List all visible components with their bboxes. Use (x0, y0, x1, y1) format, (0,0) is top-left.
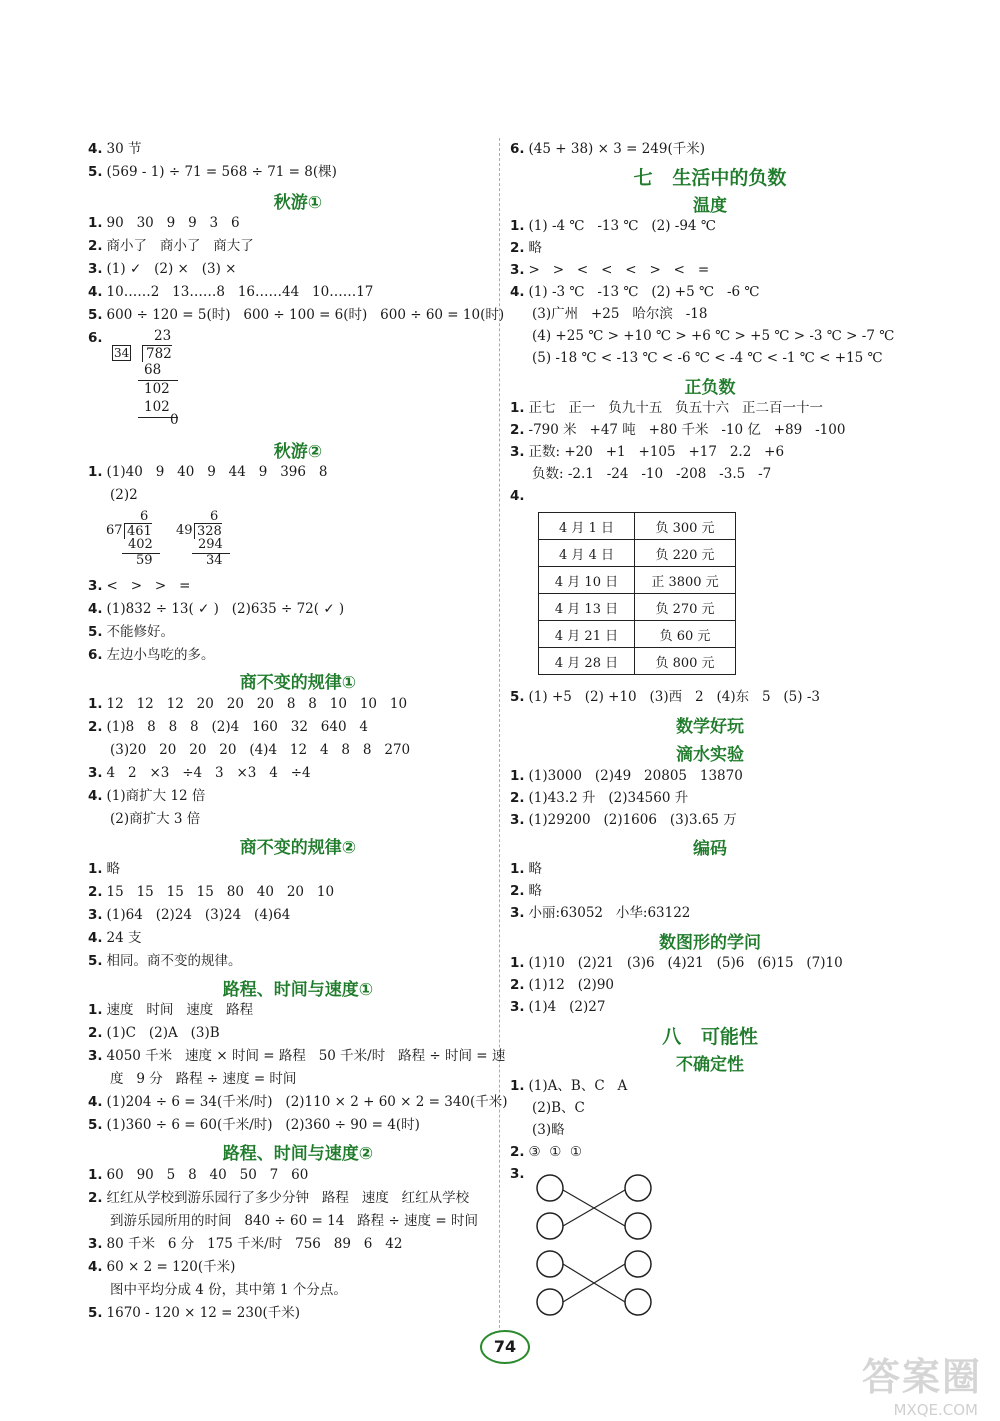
table-row (539, 621, 736, 648)
date-cell: 4 月 21 日 (539, 621, 635, 648)
answer-line (510, 443, 784, 461)
item-text: 15 15 15 15 80 40 20 10 (106, 884, 335, 900)
answer-line (88, 1166, 308, 1184)
answer-line (88, 883, 334, 901)
item-number: 1. (510, 1078, 525, 1094)
date-cell: 4 月 10 日 (539, 567, 635, 594)
item-text: (5) -18 ℃ < -13 ℃ < -6 ℃ < -4 ℃ < -1 ℃ < +15 ℃ (532, 350, 883, 366)
item-text: 60 90 5 8 40 50 7 60 (106, 1167, 309, 1183)
item-text: (2)商扩大 3 倍 (110, 811, 201, 827)
section-heading: 路程、时间与速度① (222, 980, 374, 1000)
section-heading: 商不变的规律② (239, 838, 357, 858)
div2a-rem: 59 (136, 553, 153, 568)
answer-line (528, 349, 883, 367)
item-text: 90 30 9 9 3 6 (106, 215, 240, 231)
answer-line (510, 998, 605, 1016)
item-text: (1)43.2 升 (2)34560 升 (528, 790, 689, 806)
item-text: (2)2 (110, 487, 138, 503)
answer-line (88, 1001, 253, 1019)
item-number: 3. (510, 1166, 525, 1182)
amount-cell: 负 300 元 (635, 513, 736, 540)
section-heading: 秋游② (273, 442, 323, 462)
answer-line (88, 140, 142, 158)
item-number: 6. (510, 141, 525, 157)
div1-rem1: 102 (144, 381, 170, 397)
div2b-dividend: 328 (194, 523, 222, 539)
item-number: 5. (88, 307, 103, 323)
item-text: ③ ① ① (528, 1144, 583, 1160)
div2a-sub: 402 (128, 537, 153, 552)
div2b-divisor: 49 (176, 523, 193, 538)
item-text: (1)12 (2)90 (528, 977, 615, 993)
item-text: (1) +5 (2) +10 (3)西 2 (4)东 5 (5) -3 (528, 689, 820, 705)
answer-line (88, 1116, 420, 1134)
item-text: 80 千米 6 分 175 千米/时 756 89 6 42 (106, 1236, 403, 1252)
table-row (539, 594, 736, 621)
item-text: 30 节 (106, 141, 142, 157)
item-number: 6. (88, 330, 103, 346)
item-text: (1) -3 ℃ -13 ℃ (2) +5 ℃ -6 ℃ (528, 284, 760, 300)
section-heading: 路程、时间与速度② (222, 1144, 374, 1164)
amount-cell: 负 270 元 (635, 594, 736, 621)
answer-line (88, 764, 311, 782)
answer-line (88, 306, 504, 324)
item-text: 略 (528, 883, 543, 899)
watermark-logo: 答案圈 (861, 1355, 982, 1399)
item-number: 4. (88, 141, 103, 157)
answer-line (88, 623, 174, 641)
item-number: 3. (88, 1048, 103, 1064)
section-heading: 正负数 (684, 378, 736, 398)
answer-line (88, 787, 205, 805)
item-number: 4. (88, 1259, 103, 1275)
answer-line (510, 860, 542, 878)
div2b-quotient: 6 (210, 509, 219, 524)
answer-line (88, 860, 120, 878)
answer-line (88, 237, 254, 255)
item-text: 左边小鸟吃的多。 (106, 647, 215, 663)
answer-line (106, 741, 410, 759)
div2a-quotient: 6 (140, 509, 149, 524)
item-text: 4 2 ×3 ÷4 3 ×3 4 ÷4 (106, 765, 311, 781)
item-text: 红红从学校到游乐园行了多少分钟 路程 速度 红红从学校 (106, 1190, 470, 1206)
item-text: 相同。商不变的规律。 (106, 953, 242, 969)
answer-line (528, 1121, 565, 1139)
table-row (539, 567, 736, 594)
answer-line (88, 1258, 235, 1276)
item-number: 5. (88, 1117, 103, 1133)
item-number: 4. (88, 1094, 103, 1110)
section-heading: 温度 (693, 196, 727, 216)
item-text: 4050 千米 速度 × 时间 = 路程 50 千米/时 路程 ÷ 时间 = 速 (106, 1048, 506, 1064)
table-row (539, 648, 736, 675)
item-number: 4. (510, 488, 525, 504)
item-number: 5. (88, 953, 103, 969)
item-text: (3)略 (532, 1122, 565, 1138)
answer-line (88, 718, 368, 736)
item-number: 2. (88, 719, 103, 735)
item-number: 1. (88, 464, 103, 480)
section-heading: 滴水实验 (676, 745, 744, 765)
answer-line (88, 214, 240, 232)
item-text: (1)3000 (2)49 20805 13870 (528, 768, 743, 784)
item-text: (1) -4 ℃ -13 ℃ (2) -94 ℃ (528, 218, 716, 234)
item-number: 1. (88, 1167, 103, 1183)
item-text: 图中平均分成 4 份，其中第 1 个分点。 (110, 1282, 347, 1298)
answer-line (510, 283, 760, 301)
item-number: 2. (510, 790, 525, 806)
answer-line (510, 1165, 529, 1183)
item-text: 24 支 (106, 930, 142, 946)
item-number: 2. (88, 1025, 103, 1041)
div1-rem2: 0 (170, 412, 179, 428)
item-text: (1)C (2)A (3)B (106, 1025, 220, 1041)
item-number: 1. (88, 215, 103, 231)
item-number: 2. (510, 977, 525, 993)
div2a-dividend: 461 (124, 523, 152, 539)
answer-line (88, 1093, 508, 1111)
item-text: (1)204 ÷ 6 = 34(千米/时) (2)110 × 2 + 60 × 2 = 340(千米) (106, 1094, 508, 1110)
item-number: 3. (88, 765, 103, 781)
section-heading: 秋游① (273, 193, 323, 213)
item-text: (1) ✓ (2) × (3) × (106, 261, 237, 277)
div2a-divisor: 67 (106, 523, 123, 538)
item-number: 2. (88, 1190, 103, 1206)
item-number: 2. (510, 1144, 525, 1160)
item-text: -790 米 +47 吨 +80 千米 -10 亿 +89 -100 (528, 422, 846, 438)
item-number: 5. (510, 689, 525, 705)
answer-line (88, 509, 92, 527)
item-text: 12 12 12 20 20 20 8 8 10 10 10 (106, 696, 408, 712)
item-text: 不能修好。 (106, 624, 175, 640)
item-number: 1. (510, 955, 525, 971)
item-number: 3. (510, 905, 525, 921)
answer-line (510, 811, 737, 829)
answer-line (528, 305, 707, 323)
answer-line (88, 906, 290, 924)
item-text: (1)4 (2)27 (528, 999, 606, 1015)
item-text: (1)商扩大 12 倍 (106, 788, 206, 804)
item-number: 2. (510, 422, 525, 438)
answer-line (510, 261, 709, 279)
item-text: (1)832 ÷ 13( ✓ ) (2)635 ÷ 72( ✓ ) (106, 601, 345, 617)
item-number: 4. (88, 601, 103, 617)
item-text: 负数: -2.1 -24 -10 -208 -3.5 -7 (532, 466, 772, 482)
answer-line (88, 329, 107, 347)
item-number: 5. (88, 624, 103, 640)
item-number: 3. (88, 578, 103, 594)
answer-line (88, 929, 142, 947)
item-number: 2. (510, 883, 525, 899)
answer-line (510, 399, 823, 417)
item-number: 1. (88, 861, 103, 877)
answer-line (510, 882, 542, 900)
item-text: 正七 正一 负九十五 负五十六 正二百一十一 (528, 400, 824, 416)
item-number: 5. (88, 1305, 103, 1321)
item-text: 600 ÷ 120 = 5(时) 600 ÷ 100 = 6(时) 600 ÷ 60 = 10(时) (106, 307, 505, 323)
item-text: 正数: +20 +1 +105 +17 2.2 +6 (528, 444, 785, 460)
item-text: (4) +25 ℃ > +10 ℃ > +6 ℃ > +5 ℃ > -3 ℃ > -7 ℃ (532, 328, 895, 344)
item-number: 2. (88, 238, 103, 254)
answer-line (88, 283, 373, 301)
item-number: 1. (510, 861, 525, 877)
answer-line (88, 163, 337, 181)
answer-line (88, 1024, 220, 1042)
item-text: (1)360 ÷ 6 = 60(千米/时) (2)360 ÷ 90 = 4(时) (106, 1117, 420, 1133)
matching-diagram (530, 1168, 660, 1320)
answer-line (528, 465, 771, 483)
answer-line (510, 421, 845, 439)
long-division-2b (176, 509, 246, 569)
amount-cell: 正 3800 元 (635, 567, 736, 594)
answer-line (510, 487, 529, 505)
item-number: 1. (510, 218, 525, 234)
item-text: > > < < < > < = (528, 262, 710, 278)
item-number: 1. (88, 696, 103, 712)
page-number: 74 (480, 1330, 530, 1364)
answer-line (510, 239, 542, 257)
right-circle-3 (625, 1251, 651, 1277)
answer-line (106, 1070, 296, 1088)
amount-cell: 负 800 元 (635, 648, 736, 675)
chapter-heading: 八 可能性 (662, 1026, 758, 1048)
answer-line (88, 260, 236, 278)
div1-sub1: 68 (144, 362, 162, 378)
item-text: (3)20 20 20 20 (4)4 12 4 8 8 270 (110, 742, 411, 758)
date-cell: 4 月 28 日 (539, 648, 635, 675)
item-text: 到游乐园所用的时间 840 ÷ 60 = 14 路程 ÷ 速度 = 时间 (110, 1213, 478, 1229)
div1-divisor: 34 (114, 346, 130, 360)
table-row (539, 540, 736, 567)
date-cell: 4 月 1 日 (539, 513, 635, 540)
item-number: 3. (88, 907, 103, 923)
section-heading: 数图形的学问 (659, 933, 761, 953)
div2b-rem: 34 (206, 553, 223, 568)
item-text: 60 × 2 = 120(千米) (106, 1259, 236, 1275)
answer-line (510, 954, 843, 972)
div1-dividend: 782 (142, 345, 172, 362)
item-text: (1)40 9 40 9 44 9 396 8 (106, 464, 328, 480)
item-number: 4. (88, 788, 103, 804)
answer-line (88, 695, 407, 713)
item-number: 4. (510, 284, 525, 300)
answer-line (510, 140, 705, 158)
chapter-heading: 七 生活中的负数 (633, 167, 787, 189)
item-text: 略 (528, 240, 543, 256)
answer-line (510, 1143, 582, 1161)
amount-cell: 负 60 元 (635, 621, 736, 648)
table-row (539, 513, 736, 540)
item-text: 度 9 分 路程 ÷ 速度 = 时间 (110, 1071, 297, 1087)
item-text: (2)B、C (532, 1100, 585, 1116)
item-text: (1)64 (2)24 (3)24 (4)64 (106, 907, 291, 923)
answer-line (106, 1281, 347, 1299)
item-number: 4. (88, 930, 103, 946)
answer-line (88, 1189, 469, 1207)
answer-line (510, 688, 820, 706)
item-text: (1)10 (2)21 (3)6 (4)21 (5)6 (6)15 (7)10 (528, 955, 843, 971)
section-heading: 编码 (693, 839, 727, 859)
section-heading: 商不变的规律① (239, 673, 357, 693)
item-text: (1)A、B、C A (528, 1078, 628, 1094)
answer-line (106, 1212, 478, 1230)
item-text: 速度 时间 速度 路程 (106, 1002, 254, 1018)
item-number: 3. (88, 1236, 103, 1252)
answer-line (88, 1235, 402, 1253)
item-number: 3. (88, 261, 103, 277)
right-circle-2 (625, 1213, 651, 1239)
left-circle-1 (537, 1175, 563, 1201)
account-table (538, 512, 736, 675)
item-text: (3)广州 +25 哈尔滨 -18 (532, 306, 708, 322)
div1-sub2: 102 (144, 399, 170, 415)
item-text: < > > = (106, 578, 191, 594)
answer-line (510, 767, 743, 785)
answer-line (106, 486, 138, 504)
answer-line (88, 646, 215, 664)
item-number: 6. (88, 647, 103, 663)
answer-line (510, 1077, 627, 1095)
answer-line (528, 1099, 585, 1117)
item-number: 2. (88, 884, 103, 900)
item-number: 1. (88, 1002, 103, 1018)
item-text: 略 (528, 861, 543, 877)
item-text: 1670 - 120 × 12 = 230(千米) (106, 1305, 301, 1321)
right-circle-1 (625, 1175, 651, 1201)
answer-line (510, 789, 688, 807)
long-division-2a (106, 509, 176, 569)
answer-line (510, 976, 614, 994)
item-text: 小丽:63052 小华:63122 (528, 905, 691, 921)
item-text: 略 (106, 861, 121, 877)
amount-cell: 负 220 元 (635, 540, 736, 567)
item-text: (1)8 8 8 8 (2)4 160 32 640 4 (106, 719, 369, 735)
answer-line (88, 600, 344, 618)
date-cell: 4 月 4 日 (539, 540, 635, 567)
item-number: 2. (510, 240, 525, 256)
item-text: (45 + 38) × 3 = 249(千米) (528, 141, 705, 157)
answer-line (510, 217, 716, 235)
left-circle-2 (537, 1213, 563, 1239)
answer-line (528, 327, 894, 345)
item-text: (1)29200 (2)1606 (3)3.65 万 (528, 812, 737, 828)
answer-line (88, 1047, 505, 1065)
answer-line (88, 577, 190, 595)
item-number: 3. (510, 999, 525, 1015)
watermark-url: MXQE.COM (893, 1401, 978, 1419)
item-text: 10……2 13……8 16……44 10……17 (106, 284, 374, 300)
answer-line (106, 810, 200, 828)
item-number: 1. (510, 400, 525, 416)
date-cell: 4 月 13 日 (539, 594, 635, 621)
left-circle-3 (537, 1251, 563, 1277)
item-number: 4. (88, 284, 103, 300)
item-number: 3. (510, 444, 525, 460)
long-division-1 (112, 328, 192, 428)
item-number: 1. (510, 768, 525, 784)
div1-quotient: 23 (154, 328, 172, 344)
item-text: (569 - 1) ÷ 71 = 568 ÷ 71 = 8(棵) (106, 164, 337, 180)
item-text: 商小了 商小了 商大了 (106, 238, 254, 254)
answer-line (510, 904, 690, 922)
item-number: 5. (88, 164, 103, 180)
answer-line (88, 463, 327, 481)
answer-line (88, 952, 242, 970)
answer-line (88, 1304, 300, 1322)
div2b-sub: 294 (198, 537, 223, 552)
item-number: 3. (510, 812, 525, 828)
section-heading: 数学好玩 (676, 717, 744, 737)
right-circle-4 (625, 1289, 651, 1315)
left-circle-4 (537, 1289, 563, 1315)
section-heading: 不确定性 (676, 1055, 744, 1075)
item-number: 3. (510, 262, 525, 278)
